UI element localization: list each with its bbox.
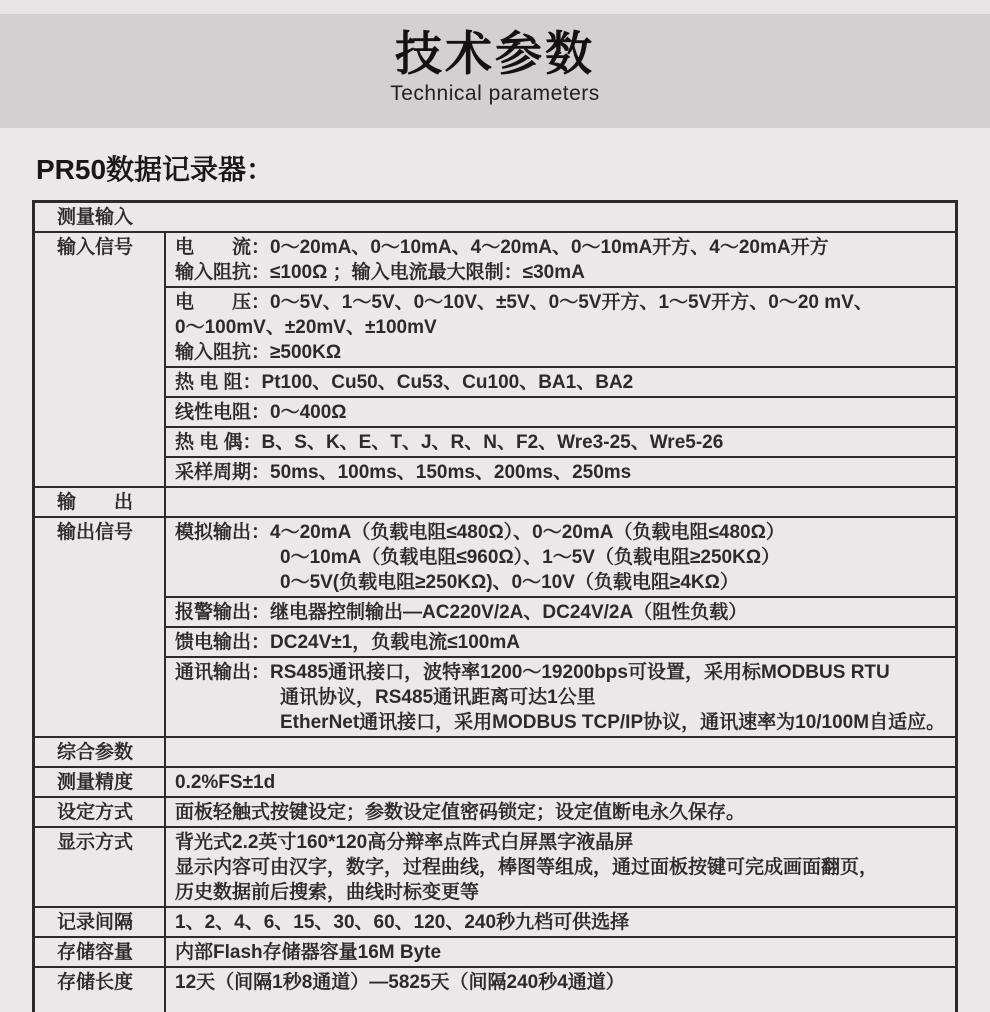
row-values [166,738,955,766]
spec-line: 电 压：0～5V、1～5V、0～10V、±5V、0～5V开方、1～5V开方、0～20 mV、 [175,292,873,313]
spec-cell [166,768,955,796]
row-label: 输出信号 [35,518,166,736]
spec-line: 1、2、4、6、15、30、60、120、240秒九档可供选择 [175,912,630,933]
row-label: 综合参数 [35,738,166,766]
spec-line: 线性电阻：0～400Ω [175,402,347,423]
row-values [166,968,955,1012]
spec-cell [166,288,955,368]
row-label: 显示方式 [35,828,166,906]
spec-line: EtherNet通讯接口，采用MODBUS TCP/IP协议，通讯速率为10/100M自适应。 [280,712,946,733]
spec-line: 通讯输出：RS485通讯接口，波特率1200～19200bps可设置，采用标MODBUS RTU [175,662,890,683]
page-subtitle: Technical parameters [390,82,600,106]
table-row [35,738,955,768]
spec-cell [166,398,955,428]
spec-line: 12天（间隔1秒8通道）—5825天（间隔240秒4通道） [175,972,625,993]
top-strip [0,0,990,14]
spec-line: 背光式2.2英寸160*120高分辩率点阵式白屏黑字液晶屏 [175,832,634,853]
table-row [35,768,955,798]
spec-line: 输入阻抗：≥500KΩ [175,342,342,363]
spec-line: 0.2%FS±1d [175,772,276,793]
spec-cell [166,798,955,826]
spec-cell [166,428,955,458]
table-row [35,798,955,828]
spec-line: 面板轻触式按键设定；参数设定值密码锁定；设定值断电永久保存。 [175,802,746,823]
spec-line: 0～10mA（负载电阻≤960Ω）、1～5V（负载电阻≥250KΩ） [280,547,781,568]
row-values [166,518,955,736]
row-label: 测量精度 [35,768,166,796]
table-row [35,968,955,1012]
row-label: 输入信号 [35,233,166,486]
row-label: 设定方式 [35,798,166,826]
row-values [166,768,955,796]
spec-line: 采样周期：50ms、100ms、150ms、200ms、250ms [175,462,632,483]
spec-line: 历史数据前后搜索，曲线时标变更等 [175,882,480,903]
row-values [166,233,955,486]
spec-cell [166,908,955,936]
table-row [35,233,955,488]
spec-cell [166,518,955,598]
row-label: 输 出 [35,488,166,516]
spec-line: 馈电输出：DC24V±1，负载电流≤100mA [175,632,520,653]
row-values [166,908,955,936]
spec-line: 显示内容可由汉字，数字，过程曲线，棒图等组成，通过面板按键可完成画面翻页， [175,857,879,878]
row-label: 测量输入 [57,207,134,228]
spec-line: 模拟输出：4～20mA（负载电阻≤480Ω）、0～20mA（负载电阻≤480Ω） [175,522,785,543]
spec-cell [166,828,955,906]
row-values [166,798,955,826]
row-label: 记录间隔 [35,908,166,936]
spec-cell [166,938,955,966]
spec-cell [166,628,955,658]
row-label: 存储容量 [35,938,166,966]
section-title: PR50数据记录器： [36,154,275,185]
spec-line: 电 流：0～20mA、0～10mA、4～20mA、0～10mA开方、4～20mA开方 [175,237,829,258]
row-values [166,938,955,966]
spec-cell [166,598,955,628]
spec-table [32,200,958,1012]
spec-cell [166,368,955,398]
spec-cell [166,658,955,736]
table-section-row [35,203,955,233]
table-row [35,488,955,518]
table-row [35,828,955,908]
row-values [166,828,955,906]
table-row [35,938,955,968]
spec-line: 通讯协议，RS485通讯距离可达1公里 [280,687,596,708]
spec-cell [166,968,955,1012]
spec-line: 0～5V(负载电阻≥250KΩ)、0～10V（负载电阻≥4KΩ） [280,572,739,593]
spec-cell [166,458,955,486]
spec-line: 输入阻抗：≤100Ω ；输入电流最大限制：≤30mA [175,262,585,283]
spec-cell [166,233,955,288]
spec-line: 热 电 阻：Pt100、Cu50、Cu53、Cu100、BA1、BA2 [175,372,634,393]
table-row [35,908,955,938]
row-values [166,488,955,516]
spec-line: 热 电 偶：B、S、K、E、T、J、R、N、F2、Wre3-25、Wre5-26 [175,432,724,453]
spec-cell [166,488,955,516]
spec-line: 内部Flash存储器容量16M Byte [175,942,442,963]
spec-cell [166,738,955,766]
header-banner [0,14,990,128]
table-row [35,518,955,738]
spec-line: 0～100mV、±20mV、±100mV [175,317,437,338]
spec-line: 报警输出：继电器控制输出—AC220V/2A、DC24V/2A（阻性负载） [175,602,748,623]
row-label: 存储长度 [35,968,166,1012]
page-title: 技术参数 [395,27,595,80]
